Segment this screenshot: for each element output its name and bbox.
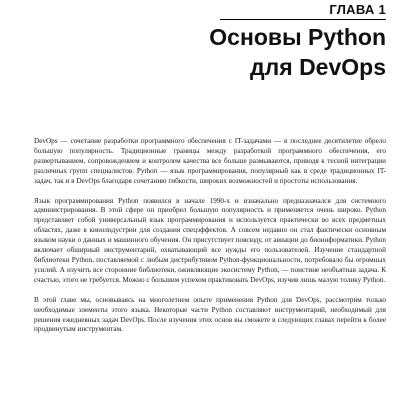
chapter-title-line-2: для DevOps (250, 54, 386, 80)
chapter-title (209, 22, 386, 82)
paragraph-1: DevOps — сочетание разработки программного обеспечения с IT-задачами — в последнее десятилетие обрело большую популярность. Традиционные границы между разработкой программного обеспечения, его развертыванием, сопровождением и контролем качества все больше размываются, приводя к тесной интеграции различных групп специалистов. Python — язык программирования, популярный как в среде традиционных IT-задач, так и в DevOps благодаря сочетанию гибкости, широких возможностей и простоты использования. (34, 137, 386, 185)
paragraph-3: В этой главе мы, основываясь на многолетнем опыте применения Python для DevOps, рассмотрим только необходимые элементы этого языка. Некоторые части Python составляют инструментарий, необходимый для решения ежедневных задач DevOps. После изучения этих основ вы сможете в следующих главах перейти к более продвинутым инструментам. (34, 295, 386, 334)
body-text (34, 137, 386, 345)
paragraph-2: Язык программирования Python появился в начале 1990-х и изначально предназначался для системного администрирования. В этой сфере он приобрел большую популярность и применяется очень широко. Python представляет собой универсальный язык программирования и используется практически во всех предметных областях, даже в кинолндустрии для создания спецэффектов. А совсем недавно он стал фактически основным языком науки о данных и машинного обучения. Он присутствует повсюду, от авиации до биоинформатики. Python включает обширный инструментарий, охватывающий все нужды его пользователей. Изучение стандартной библиотеки Python, поставляемой с любым дистрибутивом Python-функциональности, потребовало бы огромных усилий. А изучить все сторонние библиотеки, оживляющие экосистему Python, — поистине необъятная задача. К счастью, этого не требуется. Можно с большим успехом практиковать DevOps, изучив лишь малую толику Python. (34, 196, 386, 284)
chapter-rule (220, 19, 386, 20)
chapter-title-line-1: Основы Python (209, 24, 386, 50)
chapter-label: ГЛАВА 1 (329, 2, 386, 17)
